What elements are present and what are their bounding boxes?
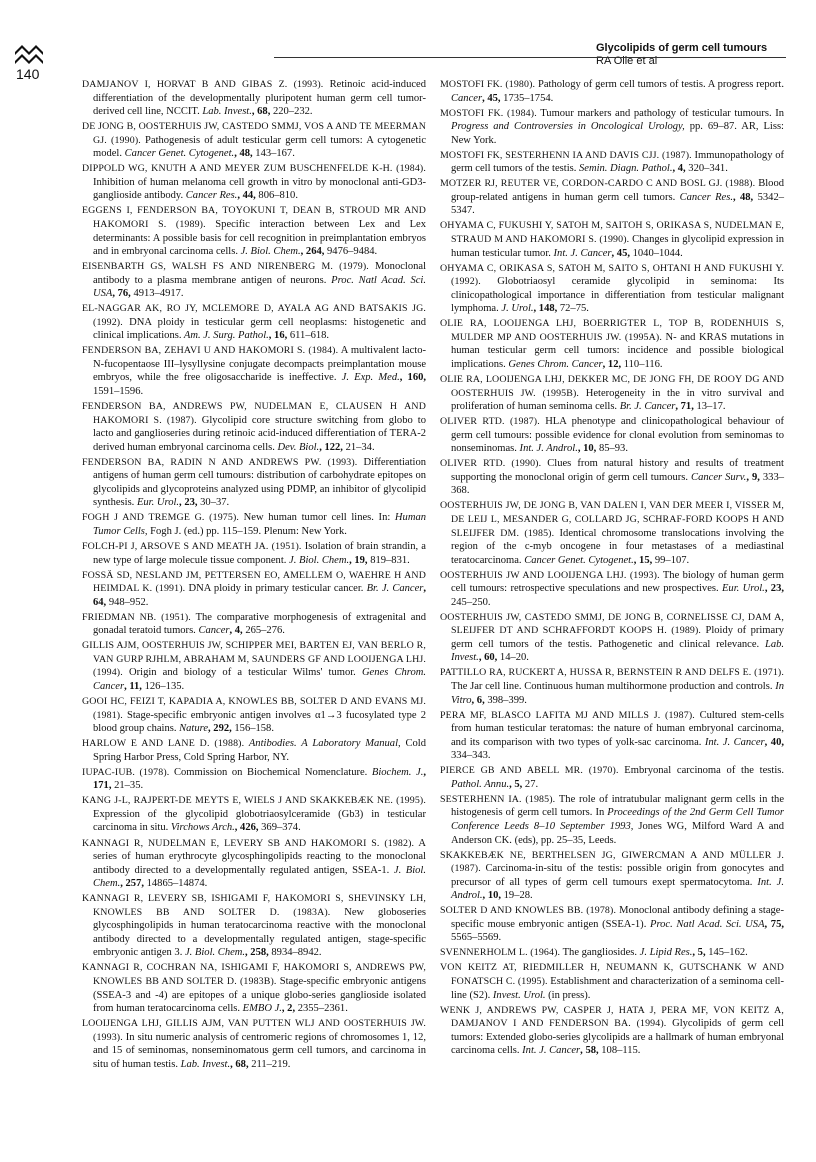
reference-title: In situ numeric analysis of centromeric regions of chromosomes 1, 12, and 15 of seminomas, nonseminomatous germ cell tumors, and carcinoma in situ of human testis.	[93, 1031, 426, 1070]
reference-entry	[440, 849, 784, 903]
reference-entry	[82, 120, 426, 161]
reference-authors: OLIVER RTD. (1990).	[440, 458, 542, 470]
reference-authors: OHYAMA C, FUKUSHI Y, SATOH M, SAITOH S, ORIKASA S, NUDELMAN E, STRAUD M AND HAKOMORI S. (1990).	[440, 220, 784, 246]
reference-title: Monoclonal antibody defining a stage-specific mouse embryonic antigen (SSEA-1).	[451, 905, 784, 930]
reference-title: Tumour markers and pathology of testicular tumours. In	[536, 107, 784, 119]
reference-journal: Cancer Res.	[675, 191, 733, 203]
reference-volume: , 264,	[300, 246, 325, 258]
reference-volume: , 58,	[580, 1045, 599, 1057]
reference-volume: , 426,	[234, 822, 259, 834]
reference-entry	[82, 611, 426, 638]
reference-authors: GILLIS AJM, OOSTERHUIS JW, SCHIPPER MEI, BARTEN EJ, VAN BERLO R, VAN GURP RJHLM, ABRAHAM M, SAUNDERS GF AND LOOIJENGA LHJ. (1994).	[82, 640, 426, 679]
reference-authors: OOSTERHUIS JW AND LOOIJENGA LHJ. (1993).	[440, 569, 660, 581]
reference-authors: OLIE RA, LOOIJENGA LHJ, DEKKER MC, DE JONG FH, DE ROOY DG AND OOSTERHUIS JW. (1995B).	[440, 373, 784, 399]
reference-pages: 145–162.	[705, 947, 748, 959]
running-authors: RA Olie et al	[596, 55, 658, 67]
reference-entry	[440, 793, 784, 847]
reference-entry	[440, 373, 784, 414]
reference-volume: , 68,	[230, 1058, 249, 1070]
reference-pages: 220–232.	[270, 106, 313, 118]
reference-title: The comparative morphogenesis of extragenital and gonadal teratoid tumors.	[93, 611, 426, 637]
reference-journal: Biochem. J.	[367, 766, 424, 778]
reference-title: Immunopathology of germ cell tumors of the testis.	[451, 149, 785, 175]
reference-entry	[440, 78, 784, 105]
reference-entry	[440, 961, 784, 1002]
reference-pages: 369–374.	[258, 822, 301, 834]
reference-pages: 99–107.	[652, 554, 690, 566]
reference-pages: Cold Spring Harbor Press, Cold Spring Harbor, NY.	[93, 738, 426, 763]
reference-journal: Progress and Controversies in Oncological Urology,	[451, 121, 685, 133]
reference-journal: Int. J. Cancer	[519, 1045, 581, 1057]
reference-pages: 2355–2361.	[295, 1003, 348, 1015]
reference-title: Commission on Biochemical Nomenclature.	[169, 766, 368, 778]
reference-title: Cultured stem-cells from human testicular teratomas: the nature of human embryonal carcinoma, and its comparison with two types of yolk-sac carcinoma.	[451, 709, 784, 748]
reference-volume: , 71,	[675, 401, 694, 413]
reference-entry	[440, 149, 784, 176]
reference-title: Ploidy of primary germ cell tumors of the testis. Pathogenetic and clinical relevance.	[451, 625, 784, 650]
reference-authors: SKAKKEBÆK NE, BERTHELSEN JG, GIWERCMAN A AND MÜLLER J. (1987).	[440, 849, 784, 875]
reference-authors: WENK J, ANDREWS PW, CASPER J, HATA J, PERA MF, VON KEITZ A, DAMJANOV I AND FENDERSON BA. (1994).	[440, 1004, 784, 1030]
reference-entry	[82, 260, 426, 301]
reference-title: Embryonal carcinoma of the testis.	[618, 765, 784, 777]
reference-title: Clues from natural history and results of treatment supporting the monoclonal origin of germ cell tumours.	[451, 458, 784, 483]
reference-title: Stage-specific embryonic antigens (SSEA-3 and -4) are epitopes of a unique globo-series ganglioside isolated from human teratocarcinoma cells.	[93, 976, 426, 1015]
reference-entry	[82, 639, 426, 693]
running-title: Glycolipids of germ cell tumours	[596, 42, 768, 54]
reference-journal: Genes Chrom. Cancer	[505, 358, 603, 370]
reference-entry	[82, 456, 426, 510]
reference-pages: 1040–1044.	[630, 247, 683, 259]
reference-volume: , 6,	[471, 694, 485, 706]
reference-entry	[82, 204, 426, 258]
reference-journal: Cancer Genet. Cytogenet.	[122, 148, 235, 160]
reference-volume: , 15,	[633, 554, 653, 566]
reference-entry	[82, 837, 426, 891]
reference-title: Expression of the glycolipid globotriaosylceramide (Gb3) in testicular carcinoma in situ.	[93, 808, 426, 834]
reference-pages: 27.	[522, 778, 539, 790]
reference-authors: LOOIJENGA LHJ, GILLIS AJM, VAN PUTTEN WLJ AND OOSTERHUIS JW. (1993).	[82, 1018, 426, 1043]
reference-journal: Nature	[176, 723, 209, 735]
reference-authors: PIERCE GB AND ABELL MR. (1970).	[440, 765, 619, 777]
reference-pages: 1735–1754.	[500, 92, 554, 104]
reference-journal: Br. J. Cancer	[617, 401, 676, 413]
reference-journal: Virchows Arch.	[168, 822, 235, 834]
reference-title: Pathogenesis of adult testicular germ cell tumors: A cytogenetic model.	[93, 134, 427, 160]
reference-journal: Semin. Diagn. Pathol.	[576, 163, 673, 175]
header-rule	[274, 57, 786, 58]
reference-authors: SOLTER D AND KNOWLES BB. (1978).	[440, 905, 617, 917]
reference-volume: , 5,	[692, 947, 706, 959]
reference-authors: PATTILLO RA, RUCKERT A, HUSSA R, BERNSTEIN R AND DELFS E. (1971).	[440, 667, 784, 679]
reference-entry	[82, 162, 426, 203]
reference-journal: Cancer	[195, 625, 230, 637]
reference-journal: J. Lipid Res.	[637, 947, 693, 959]
reference-entry	[82, 1017, 426, 1071]
reference-entry	[440, 764, 784, 791]
reference-volume: , 40,	[764, 736, 784, 748]
reference-entry	[440, 611, 784, 665]
reference-authors: MOTZER RJ, REUTER VE, CORDON-CARDO C AND BOSL GJ. (1988).	[440, 178, 756, 190]
reference-journal: Lab. Invest.	[199, 106, 252, 118]
reference-volume: , 16,	[268, 330, 288, 342]
reference-authors: EGGENS I, FENDERSON BA, TOYOKUNI T, DEAN B, STROUD MR AND HAKOMORI S. (1989).	[82, 205, 426, 230]
reference-pages: 30–37.	[197, 497, 230, 509]
reference-title: Glycolipid core structure switching from globo to lacto and ganglioseries during retinoic acid-induced differentiation of TERA-2 derived human embryonal carcinoma cells.	[93, 414, 427, 453]
reference-authors: OLIVER RTD. (1987).	[440, 416, 540, 428]
reference-title: Origin and biology of a testicular Wilms' tumor.	[122, 667, 356, 679]
reference-journal: Human Tumor Cells,	[93, 512, 426, 537]
reference-authors: HARLOW E AND LANE D. (1988).	[82, 738, 245, 750]
reference-journal: Proceedings of the 2nd Germ Cell Tumor Conference Leeds 8–10 September 1993,	[451, 807, 784, 832]
reference-authors: FENDERSON BA, RADIN N AND ANDREWS PW. (1993).	[82, 456, 358, 468]
reference-pages: (in press).	[545, 989, 591, 1001]
reference-volume: , 10,	[482, 890, 502, 902]
reference-journal: Eur. Urol.	[718, 583, 765, 595]
reference-journal: Cancer	[451, 92, 483, 104]
reference-authors: FOGH J AND TREMGE G. (1975).	[82, 512, 240, 524]
reference-authors: MOSTOFI FK. (1984).	[440, 107, 537, 119]
reference-title: Pathology of germ cell tumors of testis. A progress report.	[535, 79, 784, 90]
reference-pages: 21–35.	[111, 780, 144, 792]
reference-journal: Lab. Invest.	[451, 638, 785, 664]
reference-journal: J. Exp. Med.	[336, 372, 400, 384]
reference-pages: 320–341.	[685, 163, 728, 175]
reference-authors: MOSTOFI FK. (1980).	[440, 79, 536, 90]
reference-volume: , 48,	[234, 148, 253, 160]
reference-entry	[82, 961, 426, 1015]
reference-journal: Invest. Urol.	[490, 989, 546, 1001]
reference-journal: Br. J. Cancer	[363, 583, 424, 595]
reference-authors: OLIE RA, LOOIJENGA LHJ, BOERRIGTER L, TOP B, RODENHUIS S, MULDER MP AND OOSTERHUIS JW. (1995A).	[440, 318, 784, 343]
reference-title: N- and KRAS mutations in human testicular germ cell tumors: incidence and possible biological implications.	[451, 331, 784, 370]
reference-pages: 5342–5347.	[451, 191, 784, 217]
reference-volume: , 44,	[237, 190, 256, 202]
reference-authors: DE JONG B, OOSTERHUIS JW, CASTEDO SMMJ, VOS A AND TE MEERMAN GJ. (1990).	[82, 121, 426, 146]
reference-authors: KANNAGI R, LEVERY SB, ISHIGAMI F, HAKOMORI S, SHEVINSKY LH, KNOWLES BB AND SOLTER D. (1983A).	[82, 893, 426, 918]
reference-title: Carcinoma-in-situ of the testis: possible origin from gonocytes and precursor of all types of germ cell tumours exept spermatocytoma.	[451, 863, 784, 888]
reference-title: The role of intratubular malignant germ cells in the histogenesis of germ cell tumors. In	[451, 793, 785, 819]
reference-journal: Eur. Urol.	[134, 497, 180, 509]
reference-entry	[82, 569, 426, 610]
reference-title: Specific interaction between Lex and Lex determinants: A possible basis for cell recognition in preimplantation embryos and in embryonal carcinoma cells.	[93, 218, 426, 258]
reference-authors: MOSTOFI FK, SESTERHENN IA AND DAVIS CJJ. (1987).	[440, 149, 692, 161]
reference-title: New human tumor cell lines. In:	[239, 512, 391, 524]
reference-entry	[440, 569, 784, 610]
reference-title: A multivalent lacto-N-fucopentaose III–lysyllysine conjugate decompacts preimplantation mouse embryos, while the free oligosaccharide is ineffective.	[93, 345, 426, 384]
reference-title: Monoclonal antibody to a plasma membrane antigen of neurons.	[93, 261, 426, 286]
reference-entry	[82, 511, 426, 538]
reference-pages: 72–75.	[557, 303, 589, 315]
reference-volume: , 60,	[478, 652, 498, 664]
reference-title: Glycolipids of germ cell tumors: Extended globo-series glycolipids are a hallmark of human embryonal carcinoma cells.	[451, 1018, 784, 1057]
reference-volume: , 257,	[120, 878, 144, 890]
reference-authors: OOSTERHUIS JW, CASTEDO SMMJ, DE JONG B, CORNELISSE CJ, DAM A, SLEIJFER DT AND SCHRAFFORDT KOOPS H. (1989).	[440, 611, 784, 637]
reference-journal: J. Biol. Chem.	[237, 246, 301, 258]
reference-title: Changes in glycolipid expression in human testicular tumor.	[451, 234, 784, 259]
reference-title: Retinoic acid-induced differentiation of the developmentally pluripotent human germ cell tumor-derived cell line, NCCIT.	[93, 79, 426, 118]
reference-volume: , 4,	[672, 163, 686, 175]
reference-pages: 19–28.	[501, 890, 533, 902]
reference-entry	[82, 78, 426, 119]
reference-authors: KANG J-L, RAJPERT-DE MEYTS E, WIELS J AND SKAKKEBÆK NE. (1995).	[82, 795, 426, 807]
reference-title: The biology of human germ cell tumours: retrospective speculations and new prospectives.	[451, 569, 784, 595]
reference-pages: 611–618.	[287, 330, 330, 342]
reference-title: The Jar cell line. Continuous human multihormone production and controls.	[451, 681, 773, 693]
reference-journal: In Vitro	[451, 681, 784, 706]
reference-title: The gangliosides.	[560, 947, 638, 959]
reference-entry	[440, 499, 784, 567]
reference-authors: GOOI HC, FEIZI T, KAPADIA A, KNOWLES BB, SOLTER D AND EVANS MJ. (1981).	[82, 696, 426, 721]
reference-title: Blood group-related antigens in human germ cell tumors.	[451, 178, 784, 203]
reference-title: Differentiation antigens of human germ cell tumours: distribution of carbohydrate epitopes on glycolipids and glycoproteins analyzed using PDMP, an inhibitor of glycolipid synthesis.	[93, 456, 426, 509]
reference-pages: 398–399.	[484, 694, 527, 706]
reference-journal: Int. J. Androl.	[451, 876, 784, 902]
reference-journal: Am. J. Surg. Pathol.	[181, 330, 269, 342]
reference-pages: 143–167.	[252, 148, 295, 160]
reference-title: Inhibition of human melanoma cell growth in vitro by monoclonal anti-GD3-ganglioside antibody.	[93, 176, 426, 202]
reference-entry	[440, 1004, 784, 1058]
reference-entry	[440, 219, 784, 260]
reference-journal: Pathol. Annu.	[451, 778, 510, 790]
reference-journal: Lab. Invest.	[177, 1058, 231, 1070]
reference-pages: 13–17.	[693, 401, 726, 413]
reference-pages: 1591–1596.	[93, 386, 144, 398]
reference-pages: 9476–9484.	[324, 246, 378, 258]
reference-entry	[82, 695, 426, 736]
reference-entry	[440, 415, 784, 456]
page-number: 140	[16, 66, 40, 82]
reference-volume: , 19,	[349, 554, 368, 566]
reference-volume: , 45,	[611, 247, 630, 259]
reference-journal: Antibodies. A Laboratory Manual,	[244, 738, 401, 750]
reference-title: A series of human erythrocyte glycosphingolipids reacting to the monoclonal antibody directed to a developmentally regulated antigen, SSEA-1.	[93, 837, 426, 876]
reference-journal: J. Biol. Chem.	[286, 554, 350, 566]
reference-journal: EMBO J.	[240, 1003, 282, 1015]
reference-authors: VON KEITZ AT, RIEDMILLER H, NEUMANN K, GUTSCHANK W AND FONATSCH C. (1995).	[440, 962, 784, 987]
reference-pages: 156–158.	[231, 723, 274, 735]
reference-entry	[82, 540, 426, 567]
reference-volume: , 75,	[764, 918, 784, 930]
reference-volume: , 9,	[746, 471, 760, 483]
reference-entry	[440, 177, 784, 218]
reference-title: DNA ploidy in primary testicular cancer.	[185, 583, 364, 595]
reference-pages: 245–250.	[451, 596, 491, 608]
reference-entry	[82, 766, 426, 793]
reference-title: Establishment and characterization of a seminoma cell-line (S2).	[451, 976, 785, 1001]
reference-volume: , 292,	[208, 723, 232, 735]
reference-journal: Genes Chrom. Cancer	[93, 667, 426, 693]
reference-volume: , 160,	[399, 372, 427, 384]
reference-entry	[440, 709, 784, 763]
reference-entry	[82, 737, 426, 764]
reference-volume: , 45,	[482, 92, 501, 104]
reference-entry	[440, 457, 784, 498]
reference-volume: , 68,	[251, 106, 271, 118]
reference-entry	[82, 344, 426, 398]
reference-volume: , 76,	[112, 288, 131, 300]
reference-pages: 948–952.	[106, 596, 149, 608]
reference-title: HLA phenotype and clinicopathological behaviour of germ cell tumours: possible evidence for clonal evolution from seminomas to nonseminomas.	[451, 416, 784, 455]
reference-pages: 5565–5569.	[451, 932, 502, 944]
reference-journal: Int. J. Cancer	[701, 736, 765, 748]
reference-journal: J. Biol. Chem.	[93, 864, 427, 890]
reference-pages: 265–276.	[242, 625, 285, 637]
reference-authors: EISENBARTH GS, WALSH FS AND NIRENBERG M. (1979).	[82, 261, 369, 273]
reference-volume: , 12,	[602, 358, 622, 370]
reference-entry	[440, 946, 784, 960]
reference-pages: 21–34.	[342, 441, 375, 453]
reference-pages: 806–810.	[255, 190, 298, 202]
reference-authors: DAMJANOV I, HORVAT B AND GIBAS Z. (1993).	[82, 79, 324, 90]
reference-volume: , 23,	[764, 583, 784, 595]
reference-authors: FENDERSON BA, ZEHAVI U AND HAKOMORI S. (1984).	[82, 345, 339, 357]
reference-pages: 819–831.	[367, 554, 410, 566]
reference-title: Isolation of brain strandin, a new type of large molecule tissue component.	[93, 541, 426, 566]
reference-pages: 333–368.	[451, 471, 785, 497]
reference-authors: SVENNERHOLM L. (1964).	[440, 947, 561, 959]
reference-pages: 126–135.	[141, 681, 185, 693]
reference-volume: , 23,	[179, 497, 198, 509]
reference-entry	[82, 892, 426, 960]
publisher-logo-icon	[14, 42, 44, 64]
reference-pages: 211–219.	[248, 1058, 291, 1070]
reference-title: Heterogeneity in the in vitro survival and proliferation of human seminoma cells.	[451, 387, 784, 413]
reference-authors: DIPPOLD WG, KNUTH A AND MEYER ZUM BUSCHENFELDE K-H. (1984).	[82, 163, 426, 175]
reference-journal: Int. J. Cancer	[550, 247, 612, 259]
reference-authors: IUPAC-IUB. (1978).	[82, 766, 170, 778]
reference-volume: , 11,	[124, 681, 142, 693]
reference-volume: , 64,	[93, 583, 427, 608]
reference-title: New globoseries glycosphingolipids in human teratocarcinoma reactive with the monoclonal antibody directed to a developmentally regulated antigen, stage-specific embryonic antigen 3.	[93, 906, 426, 959]
references-right-column	[440, 78, 784, 1059]
reference-pages: 4913–4917.	[130, 288, 184, 300]
reference-authors: EL-NAGGAR AK, RO JY, MCLEMORE D, AYALA AG AND BATSAKIS JG. (1992).	[82, 303, 426, 328]
reference-authors: FOLCH-PI J, ARSOVE S AND MEATH JA. (1951).	[82, 541, 302, 553]
reference-title: Stage-specific embryonic antigen involves α1→3 fucosylated type 2 blood group chains.	[93, 709, 426, 735]
reference-entry	[82, 400, 426, 454]
reference-journal: Cancer Genet. Cytogenet.	[521, 554, 634, 566]
reference-entry	[82, 302, 426, 343]
reference-volume: , 258,	[245, 947, 269, 959]
reference-authors: KANNAGI R, NUDELMAN E, LEVERY SB AND HAKOMORI S. (1982).	[82, 837, 415, 849]
reference-pages: 110–116.	[621, 358, 663, 370]
reference-pages: Fogh J. (ed.) pp. 115–159. Plenum: New York.	[147, 526, 347, 537]
reference-entry	[440, 666, 784, 707]
reference-pages: 334–343.	[451, 750, 491, 762]
reference-volume: , 148,	[533, 303, 558, 315]
reference-authors: OHYAMA C, ORIKASA S, SATOH M, SAITO S, OHTANI H AND FUKUSHI Y. (1992).	[440, 262, 784, 288]
reference-pages: 14865–14874.	[143, 878, 208, 890]
reference-title: Globotriaosyl ceramide glycolipid in seminoma: Its clinicopathological importance in differentiation from testicular malignant lymphoma.	[451, 276, 784, 315]
reference-authors: FENDERSON BA, ANDREWS PW, NUDELMAN E, CLAUSEN H AND HAKOMORI S. (1987).	[82, 401, 426, 426]
reference-pages: 8934–8942.	[268, 947, 322, 959]
reference-volume: , 2,	[281, 1003, 296, 1015]
reference-entry	[440, 262, 784, 316]
reference-entry	[440, 904, 784, 945]
reference-pages: 14–20.	[497, 652, 529, 664]
reference-journal: Dev. Biol.	[274, 441, 320, 453]
reference-pages: 85–93.	[596, 443, 628, 455]
reference-authors: FOSSÄ SD, NESLAND JM, PETTERSEN EO, AMELLEM O, WAEHRE H AND HEIMDAL K. (1991).	[82, 569, 426, 595]
reference-journal: Proc. Natl Acad. Sci. USA	[646, 918, 765, 930]
reference-volume: , 171,	[93, 766, 426, 792]
reference-volume: , 122,	[319, 441, 343, 453]
reference-authors: OOSTERHUIS JW, DE JONG B, VAN DALEN I, VAN DER MEER I, VISSER M, DE LEIJ L, MESANDER G, COLLARD JG, SCHRAF-FORD KOOPS H AND SLEIJFER DM. (1985).	[440, 500, 784, 539]
reference-pages: 108–115.	[598, 1045, 641, 1057]
reference-journal: Cancer Surv.	[688, 471, 747, 483]
references-left-column	[82, 78, 426, 1073]
reference-journal: Proc. Natl Acad. Sci. USA	[93, 274, 426, 300]
reference-volume: , 48,	[732, 191, 754, 203]
reference-volume: , 10,	[577, 443, 597, 455]
reference-volume: , 5,	[509, 778, 523, 790]
reference-pages: pp. 69–87. AR, Liss: New York.	[451, 121, 784, 146]
reference-journal: J. Biol. Chem.	[182, 947, 246, 959]
reference-journal: Cancer Res.	[183, 190, 238, 202]
reference-authors: KANNAGI R, COCHRAN NA, ISHIGAMI F, HAKOMORI S, ANDREWS PW, KNOWLES BB AND SOLTER D. (1983B).	[82, 962, 426, 987]
reference-entry	[440, 317, 784, 371]
reference-entry	[440, 107, 784, 148]
reference-authors: PERA MF, BLASCO LAFITA MJ AND MILLS J. (1987).	[440, 709, 695, 721]
reference-journal: Int. J. Androl.	[516, 443, 578, 455]
reference-title: Identical chromosome translocations involving the region of the c-myb oncogene in four metastases of a mediastinal teratocarcinoma.	[451, 527, 784, 566]
reference-pages: Jones WG, Milford Ward A and Anderson CK. (eds), pp. 25–35, Leeds.	[451, 820, 785, 846]
reference-entry	[82, 794, 426, 835]
reference-title: DNA ploidy in testicular germ cell neoplasms: histogenetic and clinical implications.	[93, 316, 426, 342]
reference-authors: FRIEDMAN NB. (1951).	[82, 611, 191, 623]
reference-volume: , 4,	[229, 625, 243, 637]
reference-journal: J. Urol.	[498, 303, 534, 315]
reference-authors: SESTERHENN IA. (1985).	[440, 793, 556, 805]
running-head	[596, 42, 776, 67]
